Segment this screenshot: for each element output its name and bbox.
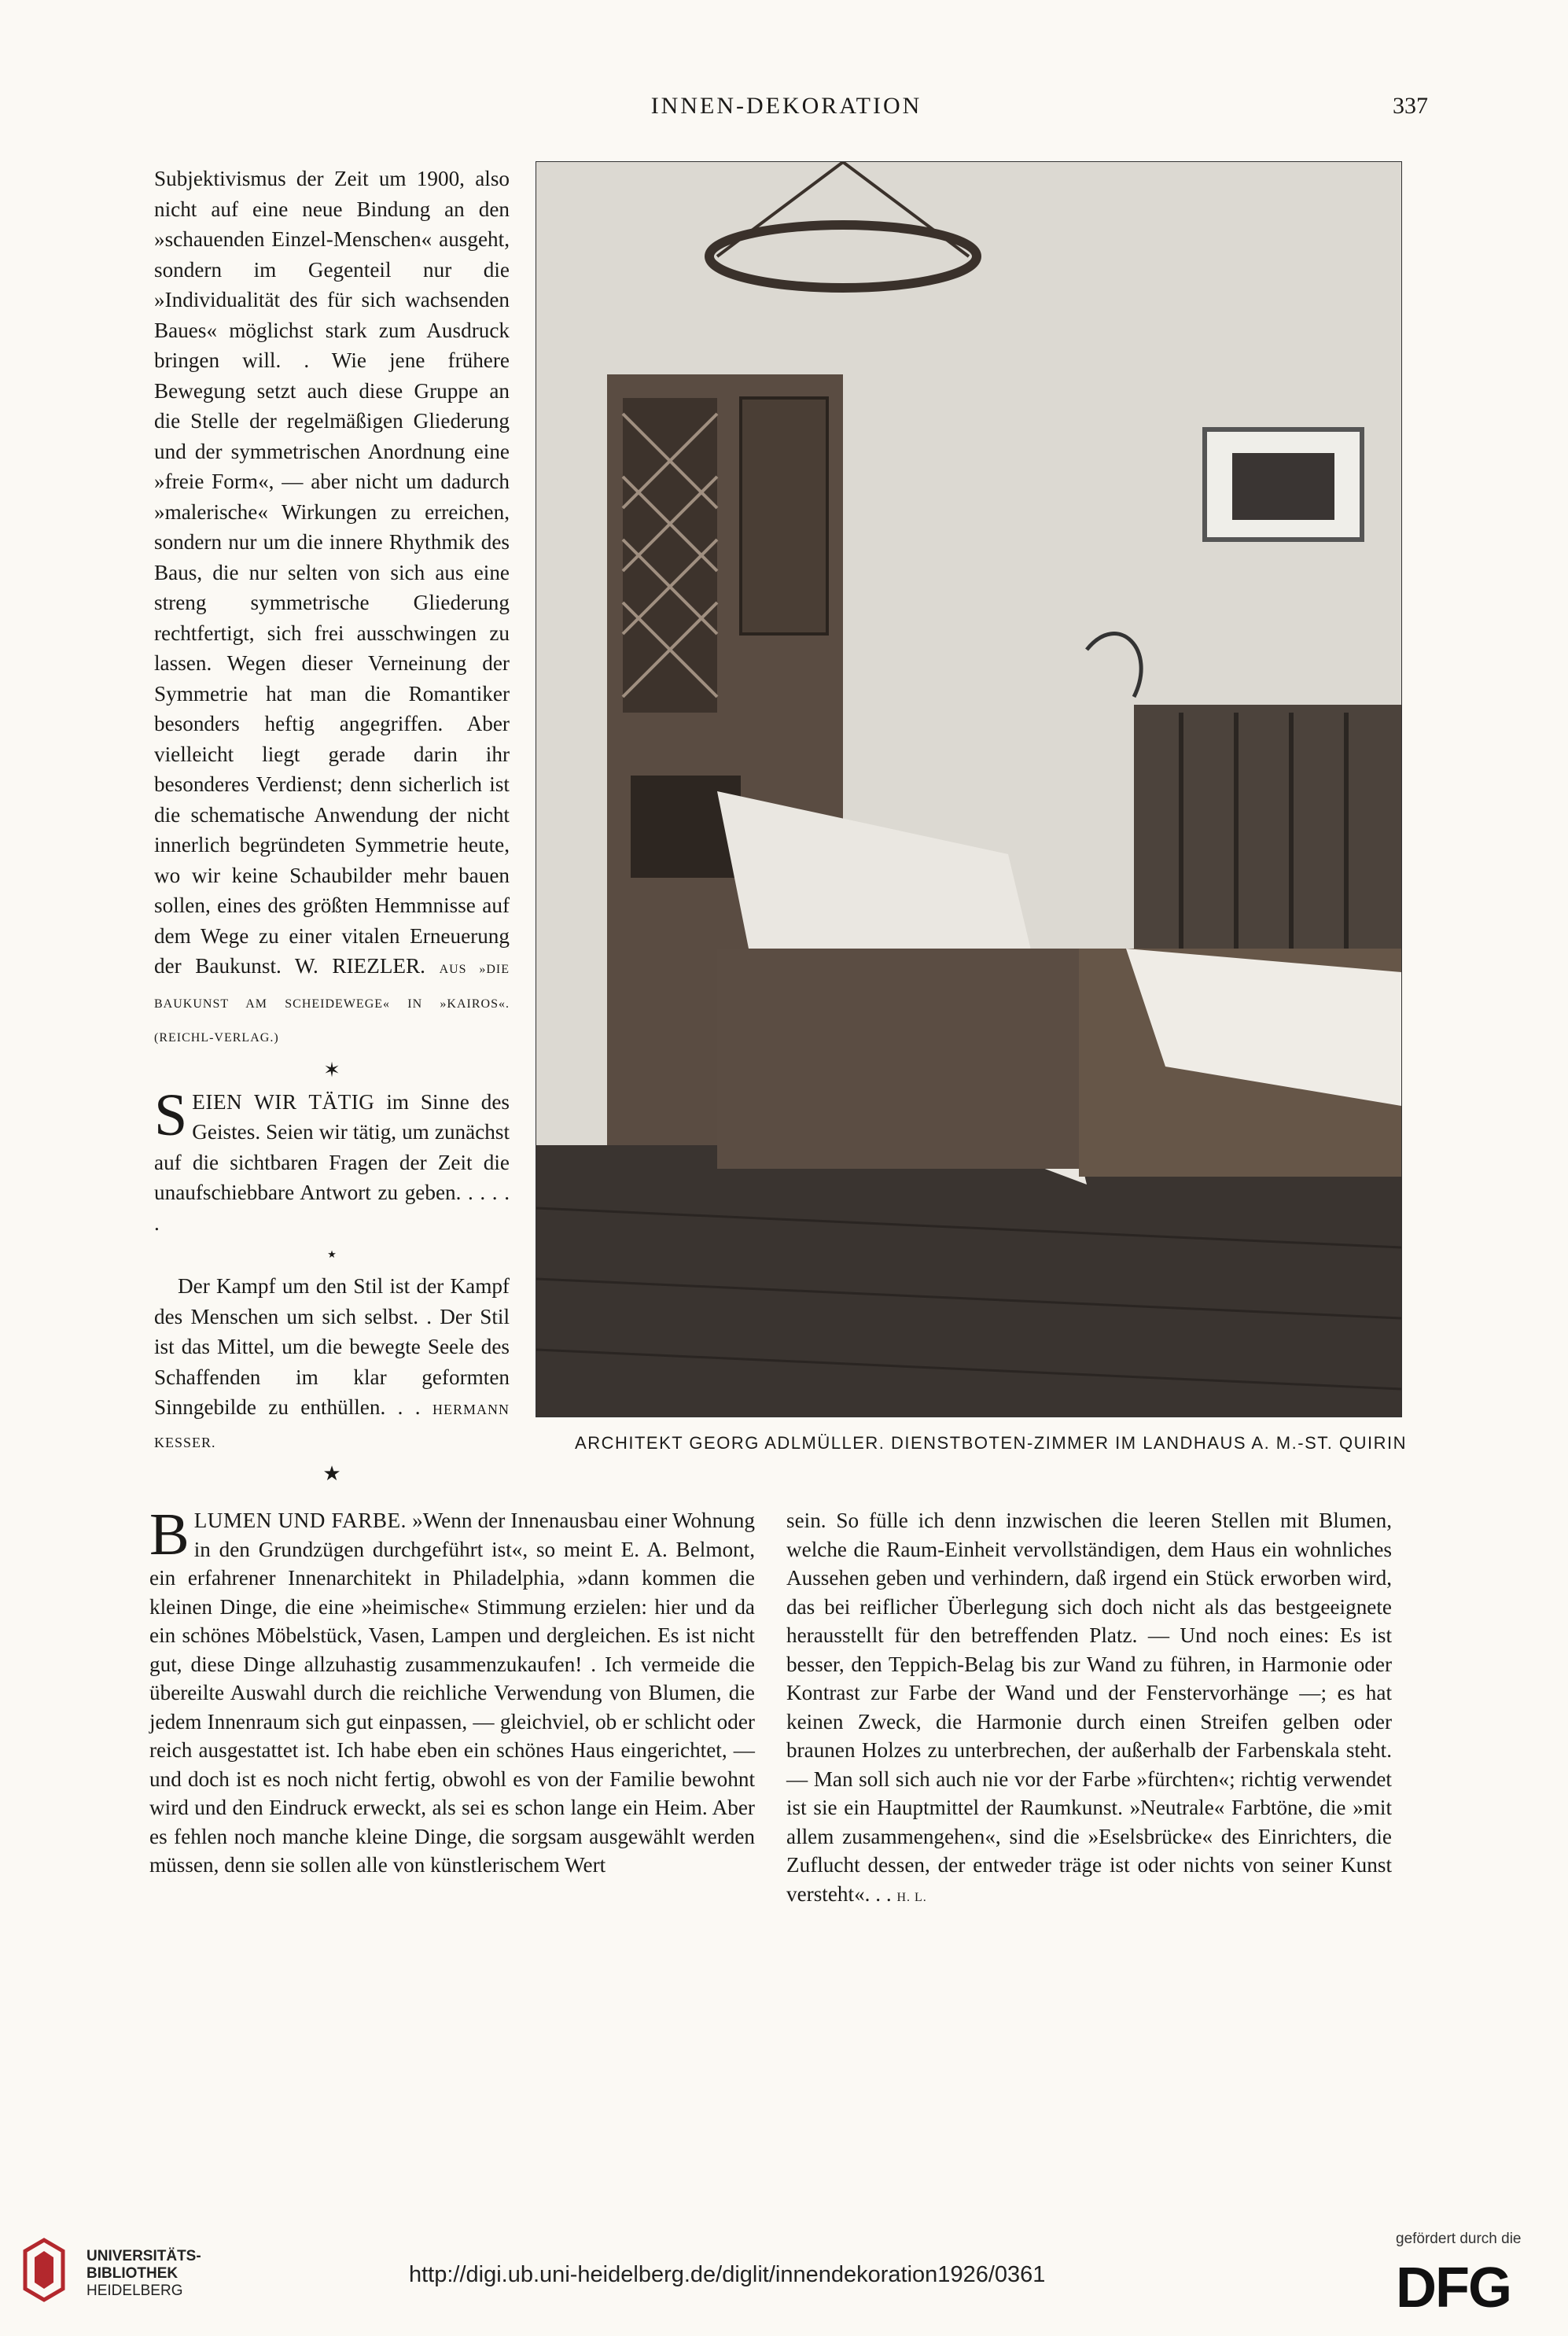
- kesser-author: HERMANN KESSER.: [154, 1402, 510, 1450]
- separator-3: ★: [322, 1462, 341, 1485]
- library-line-1: UNIVERSITÄTS-: [86, 2248, 201, 2264]
- funder-label: gefördert durch die: [1396, 2231, 1522, 2247]
- seien-caps: EIEN WIR TÄTIG: [192, 1089, 375, 1114]
- riezler-source: AUS »DIE BAUKUNST AM SCHEIDEWEGE« IN »KAIROS«. (REICHL-VERLAG.): [154, 963, 510, 1045]
- article-left-body: »Wenn der Innenausbau einer Wohnung in den Grundzügen durchgeführt ist«, so meint E. A. Belmont, ein erfahrener Innenarchitekt in Philadelphia, »dann kommen die kleinen Dinge, die eine »heimische« Stimmung erzielen: hier und da ein schönes Möbelstück, Vasen, Lampen und dergleichen. Es ist nicht gut, diese Dinge allzuhastig zusammenzukaufen! . Ich vermeide die übereilte Auswahl durch die reichliche Verwendung von Blumen, die jedem Innenraum sich gut einpassen, — gleichviel, ob er schlicht oder reich ausgestattet ist. Ich habe eben ein schönes Haus eingerichtet, — und doch ist es noch nicht fertig, obwohl es von der Familie bewohnt wird und den Eindruck erweckt, als sei es schon lange ein Heim. Aber es fehlen noch manche kleine Dinge, die sorgsam ausgewählt werden müssen, denn sie sollen alle von künstlerischem Wert: [149, 1509, 755, 1877]
- riezler-text: Subjektivismus der Zeit um 1900, also nicht auf eine neue Bindung an den »schauenden Einzel-Menschen« ausgeht, sondern im Gegenteil nur die »Individualität des für sich wachsenden Baues« möglichst stark zum Ausdruck bringen will. . Wie jene frühere Bewegung setzt auch diese Gruppe an die Stelle der regelmäßigen Gliederung und der symmetrischen Anordnung eine »freie Form«, — aber nicht um dadurch »malerische« Wirkungen zu erreichen, sondern nur um die innere Rhythmik des Baus, die nur selten von sich aus eine streng symmetrische Gliederung rechtfertigt, sich frei ausschwingen zu lassen. Wegen dieser Verneinung der Symmetrie hat man die Romantiker besonders heftig angegriffen. Aber vielleicht liegt gerade darin ihr besonderes Verdienst; denn sicherlich ist die schematische Anwendung der nicht innerlich begründeten Symmetrie heute, wo wir keine Schaubilder mehr bauen sollen, eines des größten Hemmnisse auf dem Wege zu einer vitalen Erneuerung der Baukunst.: [154, 167, 510, 978]
- article-left-text: [149, 1501, 755, 1880]
- kesser-paragraph: [154, 1271, 510, 1457]
- library-line-3: HEIDELBERG: [86, 2283, 183, 2299]
- article-right-column: [786, 1506, 1392, 1912]
- riezler-paragraph: [154, 164, 510, 1054]
- bedroom-photograph: [536, 161, 1402, 1417]
- article-author: H. L.: [896, 1890, 927, 1904]
- library-name: [86, 2248, 201, 2300]
- article-blumen-und-farbe: [149, 1501, 1408, 1947]
- library-line-2: BIBLIOTHEK: [86, 2265, 179, 2282]
- dfg-logo: DFG: [1396, 2257, 1511, 2319]
- article-right-text: [786, 1506, 1392, 1912]
- source-url-link[interactable]: http://digi.ub.uni-heidelberg.de/diglit/innendekoration1926/0361: [409, 2262, 1046, 2287]
- page-number: 337: [1393, 93, 1428, 119]
- dropcap-b: B: [149, 1501, 190, 1568]
- article-right-body: sein. So fülle ich denn inzwischen die leeren Stellen mit Blumen, welche die Raum-Einheit vervollständigen, dem Haus ein wohnliches Aussehen geben und verhindern, daß irgend ein Stück erworben wird, das bei reiflicher Überlegung sich doch nicht als das bestgeeignete herausstellt für den betreffenden Platz. — Und noch eines: Es ist besser, den Teppich-Belag bis zur Wand zu führen, in Harmonie oder Kontrast zur Farbe der Wand und der Fenstervorhänge —; es hat keinen Zweck, die Harmonie durch einen Streifen gelben oder braunen Holzes zu unterbrechen, der außerhalb der Farbenskala steht. — Man soll sich auch nie vor der Farbe »fürchten«; richtig verwendet ist sie ein Hauptmittel der Raumkunst. »Neutrale« Farbtöne, die »mit allem zusammengehen«, sind die »Eselsbrücke« des Einrichters, die Zuflucht dessen, der entweder träge ist oder nichts von seiner Kunst versteht«. . .: [786, 1509, 1392, 1906]
- riezler-author: W. RIEZLER.: [294, 954, 425, 978]
- article-title: LUMEN UND FARBE.: [193, 1509, 407, 1532]
- photo-caption: ARCHITEKT GEORG ADLMÜLLER. DIENSTBOTEN-ZIMMER IM LANDHAUS A. M.-ST. QUIRIN: [575, 1433, 1407, 1453]
- seien-text: im Sinne des Geistes. Seien wir tätig, um zunächst auf die sichtbaren Fragen der Zeit die unaufschiebbare Antwort zu geben. . . . . .: [154, 1089, 510, 1235]
- kesser-text: Der Kampf um den Stil ist der Kampf des Menschen um sich selbst. . Der Stil ist das Mittel, um die bewegte Seele des Schaffenden im klar geformten Sinngebilde zu enthüllen. . .: [154, 1274, 510, 1419]
- article-left-column: [149, 1501, 755, 1880]
- running-header: INNEN-DEKORATION: [650, 93, 922, 119]
- separator-1: ✶: [323, 1058, 340, 1081]
- separator-2: ⋆: [325, 1243, 339, 1266]
- photo-illustration: [536, 162, 1401, 1417]
- seien-paragraph: [154, 1081, 510, 1239]
- left-column-text: [154, 164, 510, 1490]
- dropcap-s: S: [154, 1081, 188, 1148]
